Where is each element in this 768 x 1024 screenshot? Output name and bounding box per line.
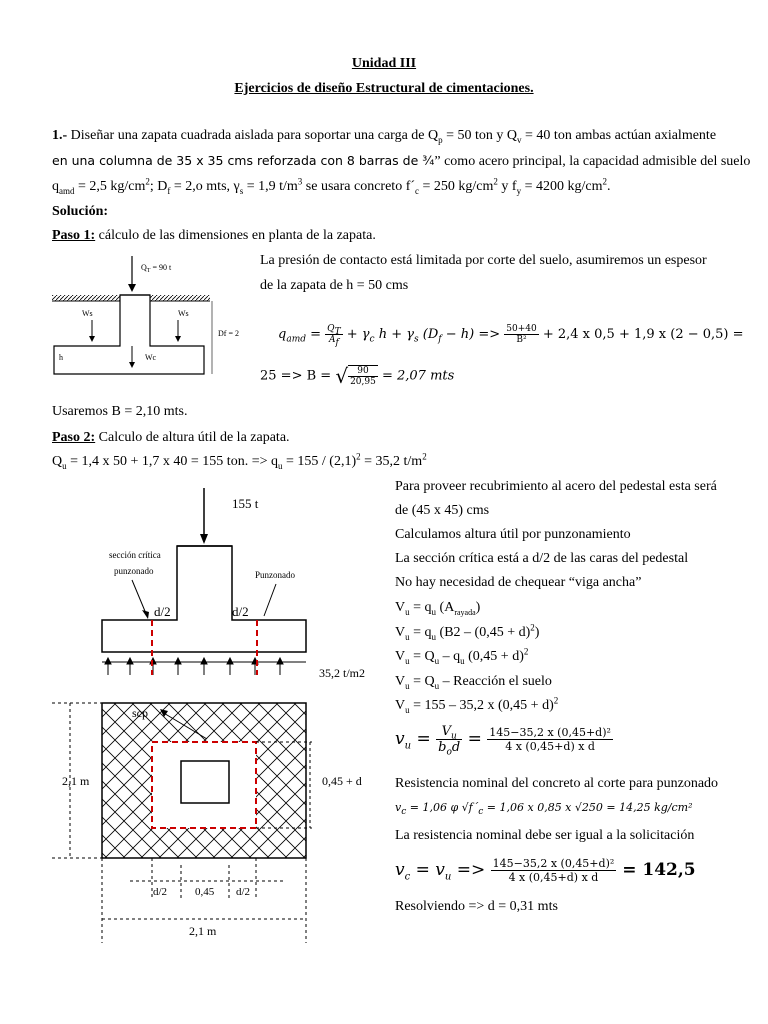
- df-label: Df = 2: [218, 329, 239, 338]
- d2-right-label: d/2: [232, 604, 249, 619]
- footing-section-diagram: [52, 252, 239, 382]
- step2-line-1: Para proveer recubrimiento al acero del pedestal esta será: [395, 479, 717, 494]
- step2-line-3: Calculamos altura útil por punzonamiento: [395, 527, 631, 542]
- d2-left-label: d/2: [154, 604, 171, 619]
- equation-qamd: $q_{amd}$ = $\frac{Q_T}{A_f}$ + $\gamma_c$ $h + \gamma_s$ $(D_f - h)$ => $\frac{50+40}{\text{B²}}$ + 2,4 x 0,5 + 1,9 x (2 − 0,5) =: [278, 324, 744, 348]
- problem-line-1: 1.- Diseñar una zapata cuadrada aislada para soportar una carga de $Q_p = 50$ ton y $Q_v = 40$ ton ambas actúan axialmente: [52, 128, 717, 145]
- wc-label: Wc: [145, 353, 157, 362]
- resolve-line: Resolviendo => d = 0,31 mts: [395, 899, 558, 914]
- step2-line-4: La sección crítica está a d/2 de las caras del pedestal: [395, 551, 689, 566]
- dim-045: 0,45: [195, 886, 215, 898]
- vu-line-3: $V_u = Q_u - q_u$ $(0,45 + d)^2$: [395, 646, 529, 666]
- ws-left-label: Ws: [82, 309, 93, 318]
- equation-vu: $v_u$ = $\frac{V_u}{b_od}$ = $\frac{\text{145−35,2 x (0,45+d)²}}{\text{4 x (0,45+d) x d}}$: [395, 724, 611, 758]
- pressure-label: 35,2 t/m2: [319, 666, 366, 680]
- bottom-label: 2,1 m: [189, 924, 217, 938]
- resist-title: Resistencia nominal del concreto al corte para punzonado: [395, 776, 719, 791]
- resist-equal: La resistencia nominal debe ser igual a la solicitación: [395, 828, 695, 843]
- h-label: h: [59, 353, 63, 362]
- critical-label-2: punzonado: [114, 566, 154, 576]
- ws-right-label: Ws: [178, 309, 189, 318]
- equation-b: 25 => B = √ $\frac{90}{20,95}$ = 2,07 mts: [260, 364, 455, 388]
- punching-section-diagram: [52, 480, 392, 680]
- step1-para-1: La presión de contacto está limitada por corte del suelo, asumiremos un espesor: [260, 253, 707, 268]
- vu-line-4: $V_u = Q_u$ – Reacción el suelo: [395, 674, 552, 691]
- qu-line: $Q_u = 1,4$ x 50 + 1,7 x 40 = 155 ton. => $q_u = 155 / (2,1)^2 = 35,2$ $t/m^2$: [52, 451, 427, 471]
- step2-line-5: No hay necesidad de chequear “viga ancha”: [395, 575, 642, 590]
- vu-line-2: $V_u = q_u$ $(B2 - (0,45 + d)^2)$: [395, 622, 540, 642]
- critical-label: sección crítica: [109, 550, 161, 560]
- problem-line-2: en una columna de 35 x 35 cms reforzada con 8 barras de ¾” como acero principal, la capacidad admisible del suelo: [52, 153, 751, 169]
- load-label: $Q_T = 90$ t: [141, 263, 172, 274]
- step1-para-2: de la zapata de h = 50 cms: [260, 278, 409, 293]
- vc-equation: $v_c = 1,06$ φ $√f´_c = 1,06$ x 0,85 x √250 = 14,25 kg/cm²: [395, 801, 693, 818]
- dim-d2-left: d/2: [153, 886, 168, 898]
- step1-heading: Paso 1: cálculo de las dimensiones en planta de la zapata.: [52, 228, 376, 243]
- step2-heading: Paso 2: Calculo de altura útil de la zapata.: [52, 430, 290, 445]
- punching-plan-diagram: [52, 695, 392, 945]
- unit-title: Unidad III: [351, 56, 417, 71]
- load-155-label: 155 t: [232, 496, 259, 511]
- solution-label: Solución:: [52, 204, 109, 219]
- scp-label: scp: [132, 706, 148, 720]
- vu-line-1: $V_u = q_u$ $(A_{rayada})$: [395, 600, 481, 617]
- step2-line-2: de (45 x 45) cms: [395, 503, 490, 518]
- dim-d2-right: d/2: [236, 886, 251, 898]
- problem-line-3: $q_{amd} = 2,5$ $kg/cm^2$; $D_f = 2,o$ mts, $\gamma_s = 1,9$ $t/m^3$ se usara concreto $f´_c = 250$ $kg/cm^2$ y $f_y = 4200$ $kg/cm^2$.: [52, 176, 611, 196]
- final-equation: $v_c = v_u$ => $\frac{\text{145−35,2 x (0,45+d)²}}{\text{4 x (0,45+d) x d}}$ = 142,5: [395, 857, 696, 884]
- punz-label: Punzonado: [255, 570, 295, 580]
- inner-label: 0,45 + d: [322, 774, 362, 788]
- page-subtitle: Ejercicios de diseño Estructural de cimentaciones.: [234, 81, 534, 96]
- vu-line-5: $V_u = 155 - 35,2$ x $(0,45 + d)^2$: [395, 695, 559, 715]
- step1-result: Usaremos B = 2,10 mts.: [52, 404, 188, 419]
- side-label: 2,1 m: [62, 774, 90, 788]
